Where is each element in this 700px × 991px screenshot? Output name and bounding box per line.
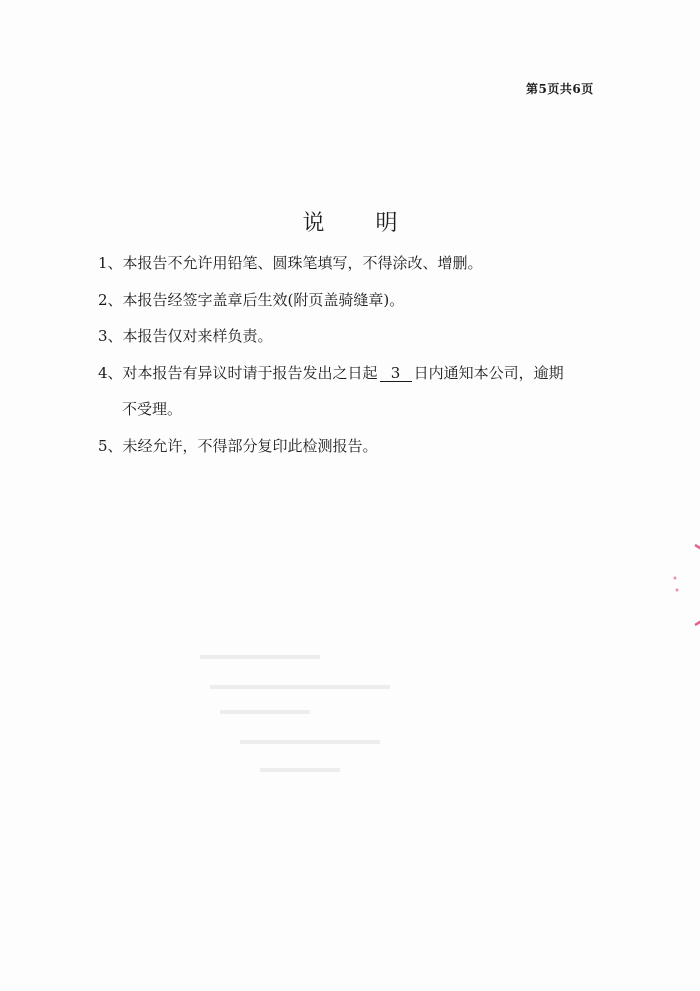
- item-text: 日内通知本公司，逾期: [413, 364, 564, 382]
- item-text: 对本报告有异议时请于报告发出之日起: [122, 364, 378, 382]
- item-text: 未经允许，不得部分复印此检测报告。: [122, 437, 378, 455]
- item-text: 本报告仅对来样负责。: [122, 327, 273, 345]
- item-text: 本报告经签字盖章后生效(附页盖骑缝章)。: [122, 291, 405, 309]
- item-text: 本报告不允许用铅笔、圆珠笔填写，不得涂改、增删。: [122, 254, 483, 272]
- page-title: 说 明: [302, 211, 420, 236]
- fill-in-blank: 3: [380, 365, 412, 382]
- list-item: [98, 289, 404, 310]
- seal-stamp: [655, 540, 700, 630]
- item-number: 4、: [98, 364, 123, 382]
- page-number: 第5页共6页: [526, 82, 594, 96]
- list-item: [98, 362, 564, 383]
- list-item: [98, 435, 378, 456]
- item-number: 1、: [98, 254, 123, 272]
- bleed-through-marks: [200, 650, 400, 780]
- list-item: [98, 325, 273, 346]
- item-number: 5、: [98, 437, 123, 455]
- item-number: 2、: [98, 291, 123, 309]
- item-continuation: 不受理。: [122, 400, 183, 418]
- item-number: 3、: [98, 327, 123, 345]
- list-item: [98, 252, 483, 273]
